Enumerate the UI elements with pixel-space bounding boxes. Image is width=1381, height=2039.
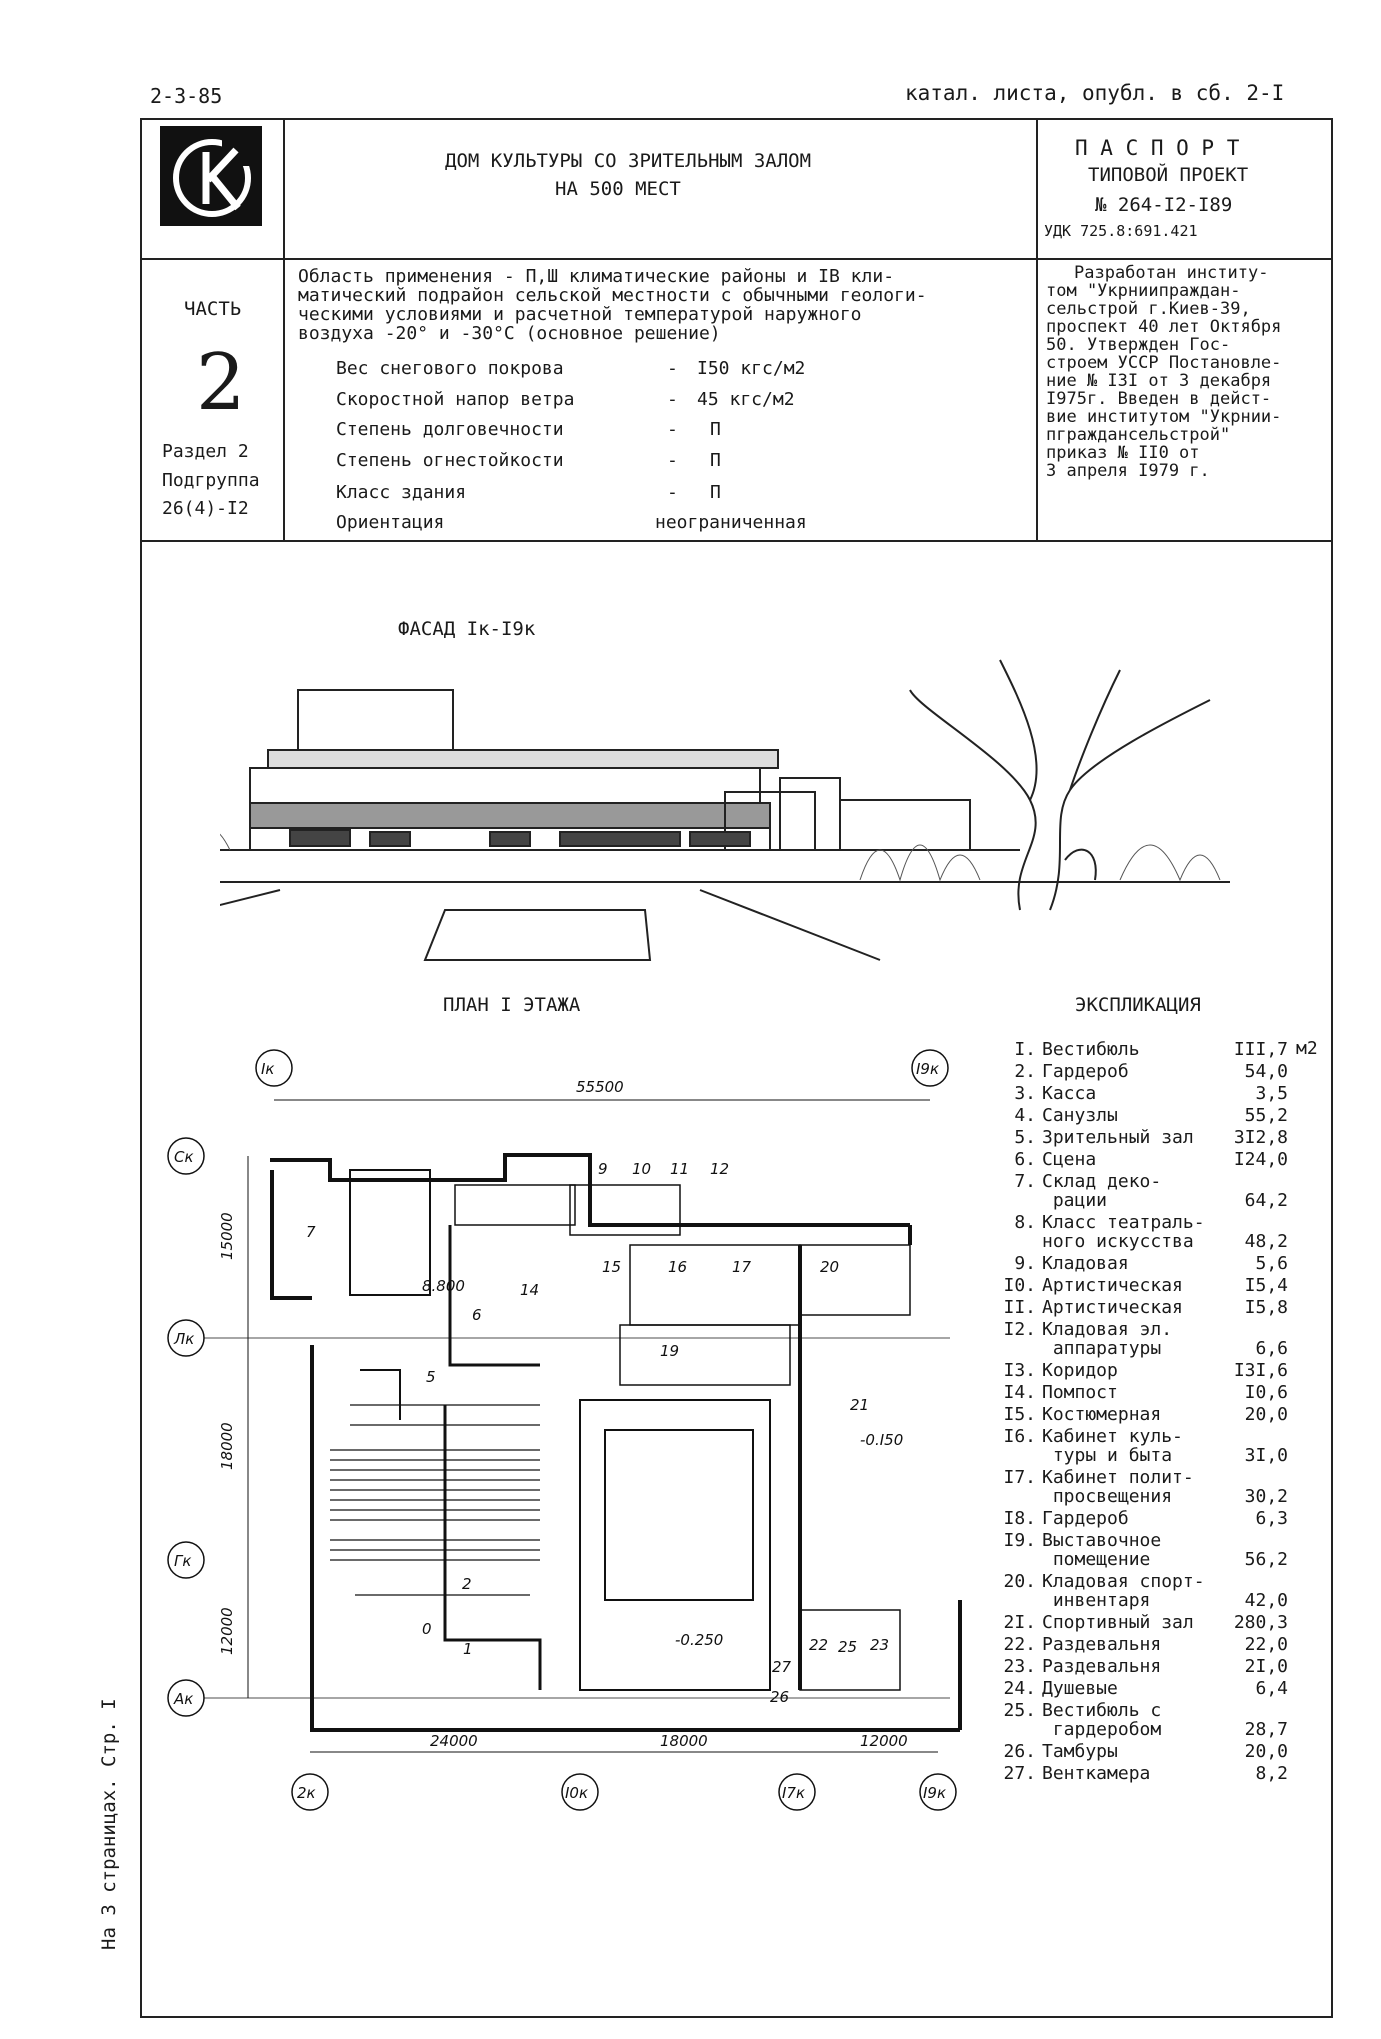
explication-number: 26. xyxy=(1003,1741,1036,1762)
dimension-label: 12000 xyxy=(218,1607,236,1655)
explication-area: 8,2 xyxy=(1255,1763,1288,1784)
params-divider xyxy=(140,540,1333,542)
explication-area: 6,3 xyxy=(1255,1508,1288,1529)
dimension-label: 55500 xyxy=(576,1078,624,1096)
explication-number: 2I. xyxy=(1003,1612,1036,1633)
part-label: ЧАСТЬ xyxy=(184,298,242,320)
explication-row xyxy=(998,1172,1298,1210)
explication-area: 64,2 xyxy=(1244,1190,1288,1211)
developer-note xyxy=(1046,264,1281,480)
udk-code: УДК 725.8:691.421 xyxy=(1044,222,1198,240)
explication-name: Раздевальня xyxy=(1042,1656,1162,1677)
explication-name: Помпост xyxy=(1042,1382,1118,1403)
param-value: 45 кгс/м2 xyxy=(697,389,795,410)
sheet-code: 2-3-85 xyxy=(150,84,223,108)
level-mark: -0.250 xyxy=(675,1631,724,1649)
explication-area: I0,6 xyxy=(1244,1382,1288,1403)
axis-label: I7к xyxy=(782,1784,806,1802)
explication-number: 25. xyxy=(1003,1700,1036,1721)
subgroup-label: Подгруппа xyxy=(162,470,260,491)
explication-name: Тамбуры xyxy=(1042,1741,1118,1762)
param-dash: - xyxy=(667,358,678,379)
explication-number: I5. xyxy=(1003,1404,1036,1425)
room-number: 19 xyxy=(660,1342,680,1360)
explication-name: Спортивный зал xyxy=(1042,1612,1194,1633)
passport-heading: П А С П О Р Т xyxy=(1075,136,1240,160)
explication-name: Кабинет куль- туры и быта xyxy=(1042,1426,1183,1466)
explication-row xyxy=(998,1128,1298,1147)
explication-row xyxy=(998,1062,1298,1081)
explication-row xyxy=(998,1657,1298,1676)
axis-label: Ск xyxy=(174,1148,194,1166)
project-number: № 264-I2-I89 xyxy=(1095,194,1233,216)
param-value: I50 кгс/м2 xyxy=(697,358,806,379)
room-number: 12 xyxy=(710,1160,730,1178)
floor-plan xyxy=(160,1040,1000,1840)
part-number: 2 xyxy=(196,338,246,428)
explication-area: 3I,0 xyxy=(1244,1445,1288,1466)
developer-line: проспект 40 лет Октября xyxy=(1046,317,1282,337)
explication-name: Гардероб xyxy=(1042,1508,1129,1529)
explication-name: Касса xyxy=(1042,1083,1097,1104)
explication-name: Класс театраль- ного искусства xyxy=(1042,1212,1205,1252)
room-number: 25 xyxy=(838,1638,858,1656)
developer-line: 50. Утвержден Гос- xyxy=(1046,335,1231,355)
axis-label: Iк xyxy=(261,1060,275,1078)
application-line2: матический подрайон сельской местности с обычными геологи- xyxy=(298,285,927,306)
explication-row xyxy=(998,1040,1298,1059)
explication-area: 48,2 xyxy=(1244,1231,1288,1252)
logo xyxy=(160,126,262,226)
param-name: Степень огнестойкости xyxy=(336,450,564,471)
explication-name: Кладовая эл. аппаратуры xyxy=(1042,1319,1173,1359)
explication-name: Душевые xyxy=(1042,1678,1118,1699)
explication-number: 23. xyxy=(1003,1656,1036,1677)
room-number: 17 xyxy=(732,1258,752,1276)
application-line1: Область применения - П,Ш климатические районы и IB кли- xyxy=(298,266,895,287)
param-dash: - xyxy=(667,450,678,471)
developer-line: строем УССР Постановле- xyxy=(1046,353,1282,373)
explication-row xyxy=(998,1383,1298,1402)
typical-project: ТИПОВОЙ ПРОЕКТ xyxy=(1088,164,1249,186)
explication-number: 5. xyxy=(1014,1127,1036,1148)
explication-name: Раздевальня xyxy=(1042,1634,1162,1655)
explication-unit: м2 xyxy=(1296,1038,1318,1059)
param-name: Степень долговечности xyxy=(336,419,564,440)
param-dash: - xyxy=(667,389,678,410)
explication-number: I7. xyxy=(1003,1467,1036,1488)
explication-area: I5,4 xyxy=(1244,1275,1288,1296)
room-number: 27 xyxy=(772,1658,792,1676)
axis-label: Гк xyxy=(174,1552,192,1570)
explication-area: 56,2 xyxy=(1244,1549,1288,1570)
application-line4: воздуха -20° и -30°С (основное решение) xyxy=(298,323,721,344)
level-mark: -0.I50 xyxy=(860,1431,904,1449)
param-value: П xyxy=(710,482,721,503)
param-dash: - xyxy=(667,419,678,440)
developer-line: вие институтом "Укрнии- xyxy=(1046,407,1282,427)
room-number: 16 xyxy=(668,1258,688,1276)
explication-name: Санузлы xyxy=(1042,1105,1118,1126)
developer-line: 3 апреля I979 г. xyxy=(1046,461,1210,481)
explication-number: I4. xyxy=(1003,1382,1036,1403)
explication-area: 42,0 xyxy=(1244,1590,1288,1611)
project-title-line2: НА 500 МЕСТ xyxy=(555,178,681,200)
explication-row xyxy=(998,1531,1298,1569)
dimension-label: 18000 xyxy=(660,1732,708,1750)
pages-note: На 3 страницах. Стр. I xyxy=(98,1698,120,1950)
project-title-line1: ДОМ КУЛЬТУРЫ СО ЗРИТЕЛЬНЫМ ЗАЛОМ xyxy=(445,150,812,172)
explication-area: 280,3 xyxy=(1233,1612,1288,1633)
subgroup-code: 26(4)-I2 xyxy=(162,498,249,519)
param-dash: - xyxy=(667,482,678,503)
explication-area: 54,0 xyxy=(1244,1061,1288,1082)
room-number: 15 xyxy=(602,1258,622,1276)
explication-row xyxy=(998,1509,1298,1528)
explication-area: 3,5 xyxy=(1255,1083,1288,1104)
level-mark: 0 xyxy=(422,1620,432,1638)
facade-drawing xyxy=(220,560,1320,980)
param-name: Вес снегового покрова xyxy=(336,358,564,379)
explication-row xyxy=(998,1150,1298,1169)
explication-number: 22. xyxy=(1003,1634,1036,1655)
explication-name: Выставочное помещение xyxy=(1042,1530,1162,1570)
explication-area: I24,0 xyxy=(1233,1149,1288,1170)
dimension-label: 15000 xyxy=(218,1212,236,1260)
explication-row xyxy=(998,1572,1298,1610)
explication-name: Костюмерная xyxy=(1042,1404,1162,1425)
room-number: 7 xyxy=(306,1223,316,1241)
explication-number: 4. xyxy=(1014,1105,1036,1126)
explication-number: 20. xyxy=(1003,1571,1036,1592)
explication-name: Зрительный зал xyxy=(1042,1127,1194,1148)
param-value: неограниченная xyxy=(655,512,807,533)
room-number: 2 xyxy=(462,1575,472,1593)
room-number: 9 xyxy=(598,1160,608,1178)
explication-row xyxy=(998,1635,1298,1654)
explication-number: I8. xyxy=(1003,1508,1036,1529)
axis-label: I9к xyxy=(923,1784,947,1802)
explication-row xyxy=(998,1213,1298,1251)
room-number: 1 xyxy=(463,1640,473,1658)
developer-line: приказ № II0 от xyxy=(1046,443,1200,463)
explication-area: I5,8 xyxy=(1244,1297,1288,1318)
explication-row xyxy=(998,1320,1298,1358)
axis-label: 2к xyxy=(297,1784,316,1802)
explication-name: Кладовая xyxy=(1042,1253,1129,1274)
param-value: П xyxy=(710,419,721,440)
explication-area: 20,0 xyxy=(1244,1741,1288,1762)
explication-area: 6,4 xyxy=(1255,1678,1288,1699)
developer-line: пграждансельстрой" xyxy=(1046,425,1231,445)
explication-number: 7. xyxy=(1014,1171,1036,1192)
axis-label: Лк xyxy=(174,1330,195,1348)
explication-number: 9. xyxy=(1014,1253,1036,1274)
explication-name: Вестибюль xyxy=(1042,1039,1140,1060)
explication-row xyxy=(998,1106,1298,1125)
explication-number: II. xyxy=(1003,1297,1036,1318)
title-divider xyxy=(140,258,1333,260)
explication-row xyxy=(998,1701,1298,1739)
explication-number: I3. xyxy=(1003,1360,1036,1381)
explication-number: 24. xyxy=(1003,1678,1036,1699)
explication-name: Венткамера xyxy=(1042,1763,1151,1784)
param-name: Класс здания xyxy=(336,482,467,503)
application-line3: ческими условиями и расчетной температурой наружного xyxy=(298,304,862,325)
explication-name: Артистическая xyxy=(1042,1297,1183,1318)
explication-area: 5,6 xyxy=(1255,1253,1288,1274)
room-number: 21 xyxy=(850,1396,870,1414)
explication-area: 2I,0 xyxy=(1244,1656,1288,1677)
param-name: Ориентация xyxy=(336,512,445,533)
room-number: 10 xyxy=(632,1160,652,1178)
explication-area: 20,0 xyxy=(1244,1404,1288,1425)
developer-line: сельстрой г.Киев-39, xyxy=(1046,299,1251,319)
explication-row xyxy=(998,1405,1298,1424)
axis-label: I0к xyxy=(565,1784,589,1802)
room-number: 23 xyxy=(870,1636,890,1654)
explication-number: I. xyxy=(1014,1039,1036,1060)
plan-title: ПЛАН I ЭТАЖА xyxy=(443,994,581,1016)
axis-label: I9к xyxy=(916,1060,940,1078)
explication-title: ЭКСПЛИКАЦИЯ xyxy=(1075,994,1201,1016)
room-number: 11 xyxy=(670,1160,690,1178)
explication-row xyxy=(998,1742,1298,1761)
room-number: 14 xyxy=(520,1281,540,1299)
explication-name: Кладовая спорт- инвентаря xyxy=(1042,1571,1205,1611)
catalog-note: катал. листа, опубл. в сб. 2-I xyxy=(905,81,1285,105)
explication-number: 8. xyxy=(1014,1212,1036,1233)
room-number: 26 xyxy=(770,1688,790,1706)
explication-row xyxy=(998,1679,1298,1698)
explication-row xyxy=(998,1276,1298,1295)
param-value: П xyxy=(710,450,721,471)
developer-line: Разработан институ- xyxy=(1074,263,1269,283)
explication-area: 55,2 xyxy=(1244,1105,1288,1126)
explication-area: III,7 xyxy=(1233,1039,1288,1060)
explication-number: 2. xyxy=(1014,1061,1036,1082)
room-number: 5 xyxy=(426,1368,436,1386)
explication-row xyxy=(998,1468,1298,1506)
explication-name: Вестибюль с гардеробом xyxy=(1042,1700,1162,1740)
logo-divider xyxy=(283,118,285,540)
explication-name: Коридор xyxy=(1042,1360,1118,1381)
explication-number: I9. xyxy=(1003,1530,1036,1551)
explication-row xyxy=(998,1427,1298,1465)
explication-row xyxy=(998,1298,1298,1317)
explication-number: 3. xyxy=(1014,1083,1036,1104)
explication-number: I0. xyxy=(1003,1275,1036,1296)
explication-row xyxy=(998,1254,1298,1273)
axis-label: Ак xyxy=(174,1690,194,1708)
dimension-label: 12000 xyxy=(860,1732,908,1750)
developer-line: I975г. Введен в дейст- xyxy=(1046,389,1272,409)
passport-divider xyxy=(1036,118,1038,540)
room-number: 20 xyxy=(820,1258,840,1276)
dimension-label: 18000 xyxy=(218,1422,236,1470)
explication-area: 30,2 xyxy=(1244,1486,1288,1507)
explication-number: I2. xyxy=(1003,1319,1036,1340)
dimension-label: 24000 xyxy=(430,1732,478,1750)
facade-title: ФАСАД Iк-I9к xyxy=(398,618,536,640)
explication-row xyxy=(998,1361,1298,1380)
developer-line: ние № I3I от 3 декабря xyxy=(1046,371,1272,391)
explication-name: Кабинет полит- просвещения xyxy=(1042,1467,1194,1507)
developer-line: том "Укрниипраждан- xyxy=(1046,281,1241,301)
explication-name: Сцена xyxy=(1042,1149,1097,1170)
room-number: 6 xyxy=(472,1306,482,1324)
level-mark: 8.800 xyxy=(422,1277,465,1295)
explication-area: 3I2,8 xyxy=(1233,1127,1288,1148)
explication-number: 27. xyxy=(1003,1763,1036,1784)
explication-area: I3I,6 xyxy=(1233,1360,1288,1381)
explication-name: Артистическая xyxy=(1042,1275,1183,1296)
explication-row xyxy=(998,1613,1298,1632)
explication-name: Склад деко- рации xyxy=(1042,1171,1162,1211)
explication-number: 6. xyxy=(1014,1149,1036,1170)
explication-area: 22,0 xyxy=(1244,1634,1288,1655)
explication-area: 6,6 xyxy=(1255,1338,1288,1359)
explication-area: 28,7 xyxy=(1244,1719,1288,1740)
explication-number: I6. xyxy=(1003,1426,1036,1447)
explication-row xyxy=(998,1764,1298,1783)
section-label: Раздел 2 xyxy=(162,441,249,462)
param-name: Скоростной напор ветра xyxy=(336,389,575,410)
explication-row xyxy=(998,1084,1298,1103)
room-number: 22 xyxy=(809,1636,829,1654)
explication-name: Гардероб xyxy=(1042,1061,1129,1082)
